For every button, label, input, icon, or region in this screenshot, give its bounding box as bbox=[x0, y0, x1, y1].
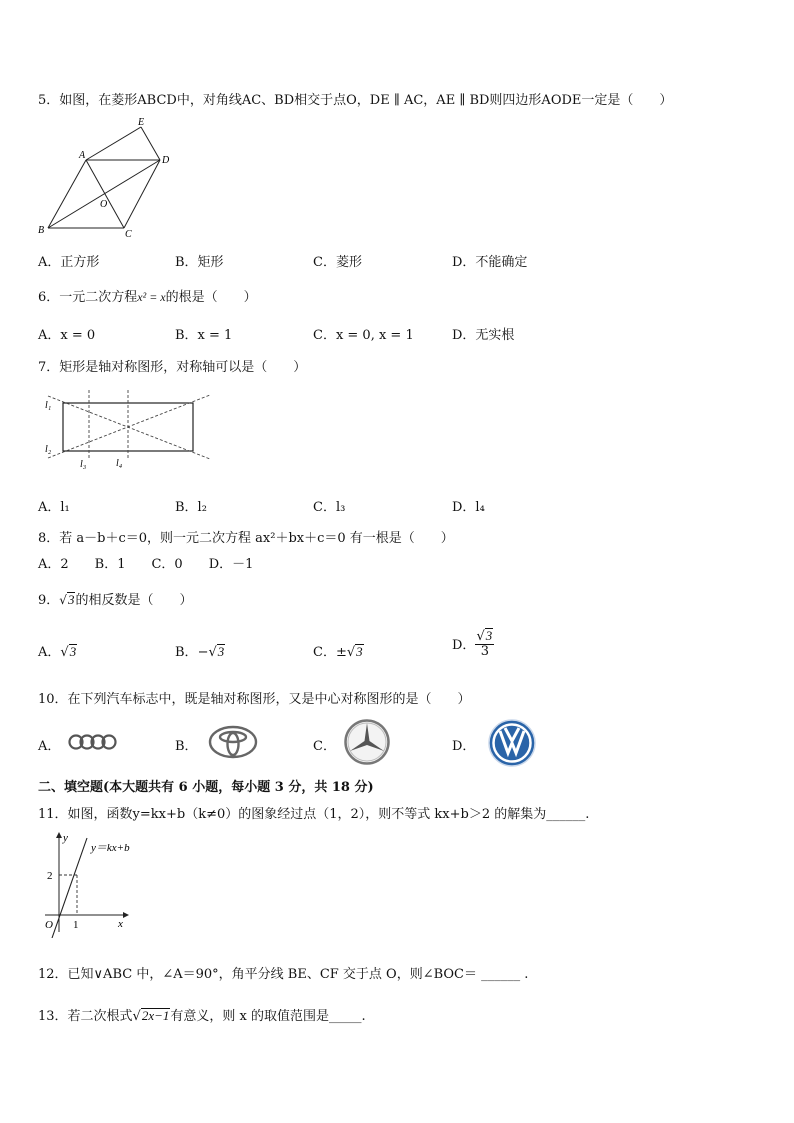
diag-ac bbox=[86, 160, 124, 228]
q13-stem: 13．若二次根式√2x−1有意义，则 x 的取值范围是_____. bbox=[38, 1008, 366, 1024]
label-y: y bbox=[63, 832, 68, 844]
edge-ed bbox=[141, 127, 160, 160]
label-l2: l₂ bbox=[45, 444, 52, 455]
q9-radicand: 3 bbox=[67, 592, 75, 607]
q9-fraction: $\frac{√3}{3}$ bbox=[476, 628, 493, 659]
q9-option-a[interactable]: A．√3 bbox=[38, 644, 77, 660]
q5-option-b[interactable]: B．矩形 bbox=[175, 255, 224, 270]
q5-option-a[interactable]: A．正方形 bbox=[38, 255, 100, 270]
toyota-emblem-icon[interactable] bbox=[207, 724, 259, 760]
q7-option-b[interactable]: B．l₂ bbox=[175, 500, 207, 515]
q13-stem-pre: 13．若二次根式 bbox=[38, 1009, 133, 1024]
q10-option-a-label[interactable]: A． bbox=[38, 739, 61, 754]
q10-option-c-label[interactable]: C． bbox=[313, 739, 336, 754]
label-o: O bbox=[100, 199, 108, 210]
q9-stem-post: 的相反数是（ ） bbox=[75, 593, 193, 608]
q12-stem: 12．已知∨ABC 中，∠A＝90°，角平分线 BE、CF 交于点 O，则∠BOC＝ ______ . bbox=[38, 967, 529, 982]
label-origin: O bbox=[45, 919, 53, 931]
label-l3: l₃ bbox=[80, 459, 87, 470]
axis-l2 bbox=[48, 395, 210, 458]
label-two: 2 bbox=[47, 870, 53, 882]
q6-equation: x² = x bbox=[137, 290, 166, 304]
edge-ba bbox=[48, 160, 86, 228]
q5-rhombus-figure bbox=[36, 115, 176, 240]
label-line: y＝kx+b bbox=[91, 842, 130, 854]
q9-option-b[interactable]: B．−√3 bbox=[175, 644, 225, 660]
q6-stem-post: 的根是（ ） bbox=[165, 290, 257, 305]
q6-option-d[interactable]: D．无实根 bbox=[452, 328, 515, 343]
q6-stem-pre: 6．一元二次方程 bbox=[38, 290, 138, 305]
edge-ae bbox=[86, 127, 141, 160]
audi-rings-icon[interactable] bbox=[66, 733, 120, 751]
edge-dc bbox=[124, 160, 160, 228]
volkswagen-emblem-icon[interactable] bbox=[488, 719, 536, 767]
q11-stem: 11．如图，函数y=kx+b（k≠0）的图象经过点（1，2），则不等式 kx+b＞2 的解集为______. bbox=[38, 807, 590, 822]
section-2-title: 二、填空题(本大题共有 6 小题，每小题 3 分，共 18 分) bbox=[38, 780, 374, 795]
q9-option-d[interactable]: D． $\frac{√3}{3}$ bbox=[452, 628, 493, 659]
q10-option-b-label[interactable]: B． bbox=[175, 739, 198, 754]
label-l1: l₁ bbox=[45, 400, 52, 411]
label-c: C bbox=[125, 229, 132, 240]
q8-stem: 8．若 a－b＋c＝0，则一元二次方程 ax²＋bx＋c＝0 有一根是（ ） bbox=[38, 531, 454, 546]
q11-graph-figure bbox=[40, 828, 150, 938]
q7-option-c[interactable]: C．l₃ bbox=[313, 500, 346, 515]
label-b: B bbox=[38, 225, 45, 236]
q6-stem bbox=[38, 286, 257, 305]
label-e: E bbox=[138, 117, 145, 128]
q13-stem-post: 有意义，则 x 的取值范围是_____. bbox=[170, 1009, 366, 1024]
q7-rectangle-figure bbox=[40, 388, 215, 473]
q9-stem: 9．√3的相反数是（ ） bbox=[38, 592, 193, 608]
q5-option-d[interactable]: D．不能确定 bbox=[452, 255, 528, 270]
q10-stem: 10．在下列汽车标志中，既是轴对称图形，又是中心对称图形的是（ ） bbox=[38, 692, 471, 707]
q5-stem: 5．如图，在菱形ABCD中，对角线AC、BD相交于点O，DE ∥ AC，AE ∥ BD则四边形AODE一定是（ ） bbox=[38, 93, 673, 108]
q7-stem: 7．矩形是轴对称图形，对称轴可以是（ ） bbox=[38, 360, 307, 375]
q13-radicand: 2x−1 bbox=[141, 1008, 170, 1023]
q6-option-a[interactable]: A．x = 0 bbox=[38, 328, 96, 343]
label-one: 1 bbox=[73, 919, 79, 931]
diag-bd bbox=[48, 160, 160, 228]
q6-option-c[interactable]: C．x = 0, x = 1 bbox=[313, 328, 414, 343]
q5-option-c[interactable]: C．菱形 bbox=[313, 255, 362, 270]
label-a: A bbox=[79, 150, 86, 161]
label-d: D bbox=[162, 155, 170, 166]
q6-option-b[interactable]: B．x = 1 bbox=[175, 328, 233, 343]
line-y-kx-b bbox=[52, 838, 87, 938]
label-l4: l₄ bbox=[116, 458, 123, 469]
mercedes-star-icon[interactable] bbox=[343, 718, 391, 766]
q10-option-d-label[interactable]: D． bbox=[452, 739, 476, 754]
q7-option-d[interactable]: D．l₄ bbox=[452, 500, 485, 515]
q8-options[interactable]: A．2 B．1 C．0 D．－1 bbox=[38, 557, 254, 572]
axis-l1 bbox=[48, 396, 210, 459]
q9-option-c[interactable]: C．±√3 bbox=[313, 644, 363, 660]
q7-option-a[interactable]: A．l₁ bbox=[38, 500, 70, 515]
label-x: x bbox=[118, 918, 123, 930]
